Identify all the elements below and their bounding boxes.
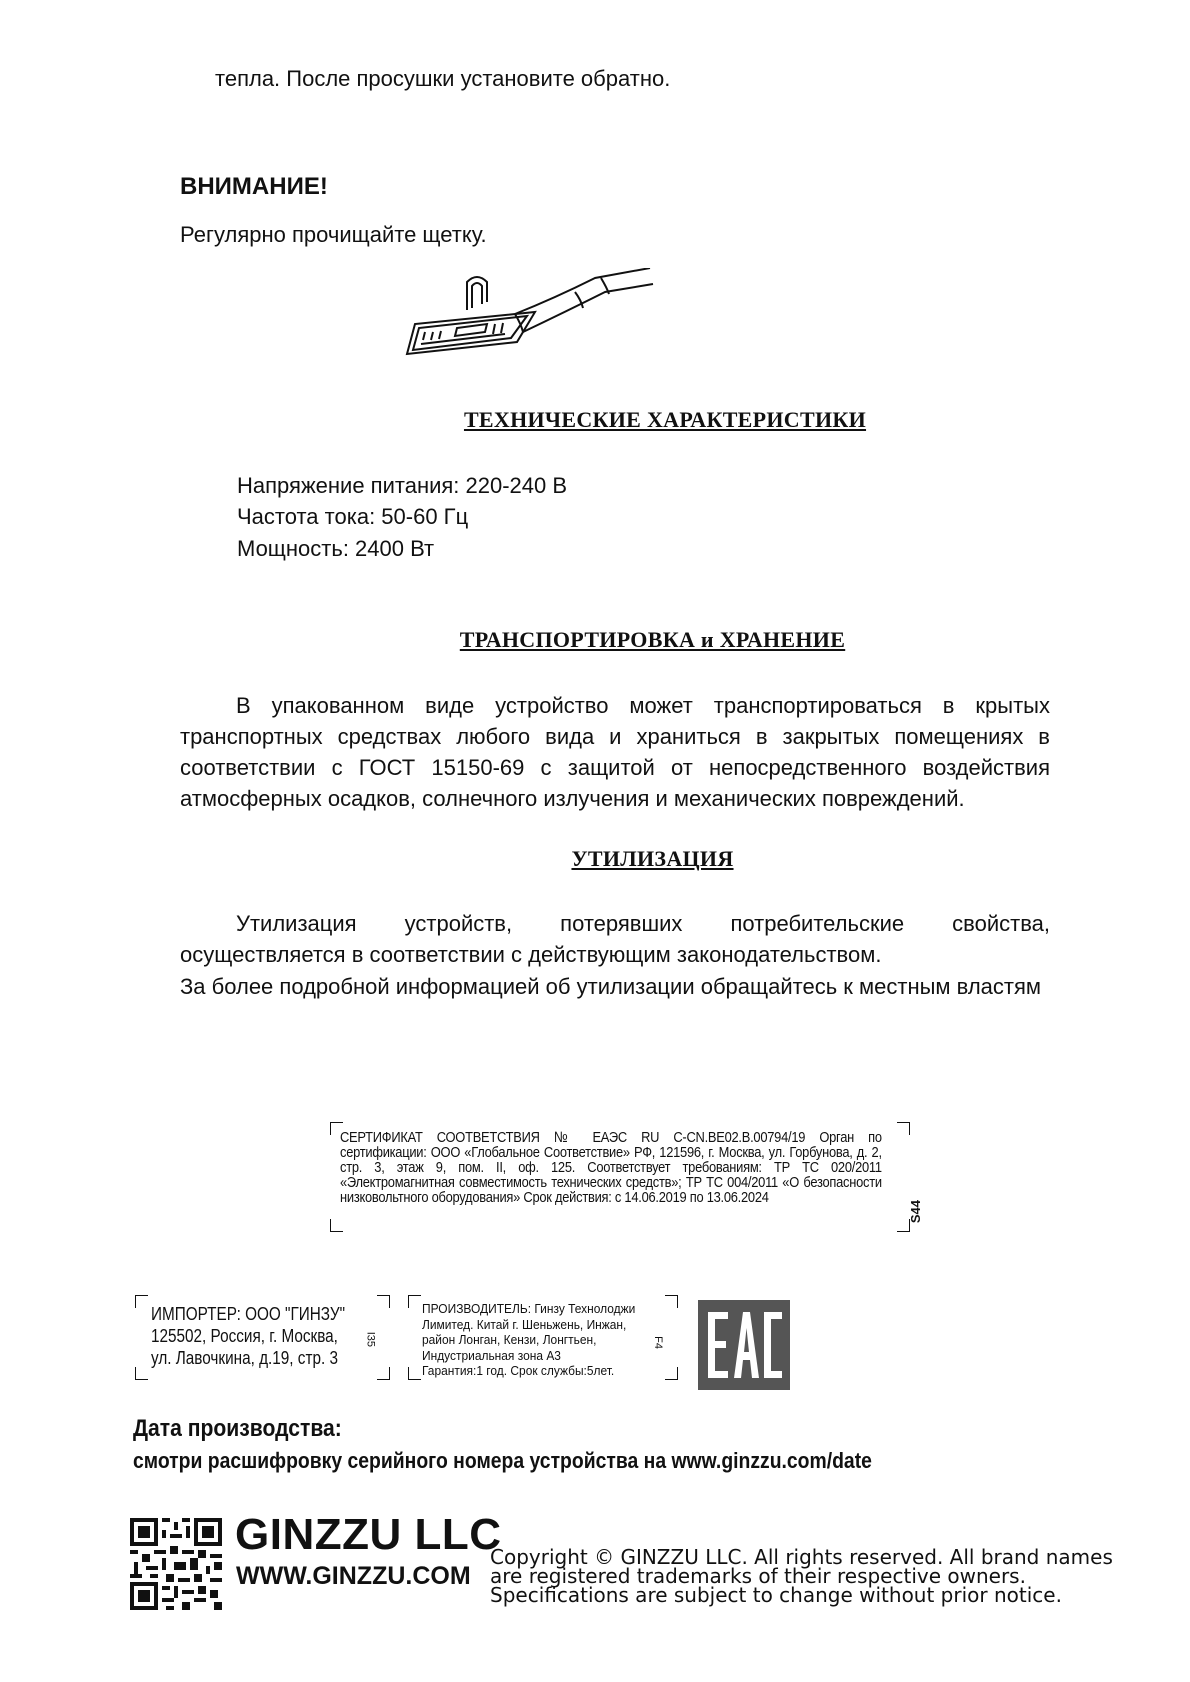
intro-line: тепла. После просушки установите обратно. <box>215 66 671 91</box>
footer-website: WWW.GINZZU.COM <box>236 1562 471 1590</box>
manufacturer-line-2: Лимитед. Китай г. Шеньжень, Инжан, <box>422 1316 627 1332</box>
spec-voltage: Напряжение питания: 220-240 В <box>237 473 568 498</box>
importer-line-1: ИМПОРТЕР: ООО "ГИНЗУ" <box>151 1304 346 1324</box>
spec-frequency: Частота тока: 50-60 Гц <box>237 504 469 529</box>
manufacturer-code: F4 <box>652 1336 664 1349</box>
copyright-line-1: Copyright © GINZZU LLC. All rights reserved. All brand names <box>490 1545 1113 1569</box>
manufacturer-line-5: Гарантия:1 год. Срок службы:5лет. <box>422 1363 615 1378</box>
copyright-line-2: are registered trademarks of their respective owners. <box>490 1564 1026 1588</box>
qr-code-icon <box>130 1518 222 1610</box>
specs-heading: ТЕХНИЧЕСКИЕ ХАРАКТЕРИСТИКИ <box>463 407 867 432</box>
production-date-title: Дата производства: <box>133 1415 342 1442</box>
brush-cleaning-illustration <box>405 268 655 368</box>
copyright-line-3: Specifications are subject to change without prior notice. <box>490 1583 1062 1607</box>
transport-heading: ТРАНСПОРТИРОВКА и ХРАНЕНИЕ <box>459 627 846 652</box>
manufacturer-line-4: Индустриальная зона A3 <box>422 1347 561 1363</box>
footer-copyright <box>490 1545 1113 1607</box>
importer-line-2: 125502, Россия, г. Москва, <box>151 1326 338 1346</box>
warning-text: Регулярно прочищайте щетку. <box>180 222 487 247</box>
manufacturer-box <box>408 1295 678 1380</box>
certificate-text: СЕРТИФИКАТ СООТВЕТСТВИЯ № ЕАЭС RU C-CN.BE02.B.00794/19 Орган по сертификации: ООО «Глобальное Соответствие» РФ, 121596, г. Москва, ул. Горбунова, д. 2, стр. 3, этаж 9, пом. II, оф. 125. Соответствует требованиям: ТР ТС 020/2011 «Электромагнитная совместимость технических средств»; ТР ТС 004/2011 «О безопасности низковольтного оборудования» Срок действия: с 14.06.2019 по 13.06.2024 <box>340 1129 882 1206</box>
importer-code: I35 <box>364 1331 376 1347</box>
spec-power: Мощность: 2400 Вт <box>237 536 435 561</box>
disposal-heading: УТИЛИЗАЦИЯ <box>571 846 734 871</box>
transport-text: В упакованном виде устройство может транспортироваться в крытых транспортных средствах любого вида и храниться в закрытых помещениях в соответствии с ГОСТ 15150-69 с защитой от непосредственного воздействия атмосферных осадков, солнечного излучения и механических повреждений. <box>180 693 1050 811</box>
manufacturer-line-1: ПРОИЗВОДИТЕЛЬ: Гинзу Технолоджи <box>422 1301 636 1316</box>
disposal-text-2: За более подробной информацией об утилизации обращайтесь к местным властям <box>180 974 1042 999</box>
certificate-code: S44 <box>908 1200 923 1224</box>
certificate-box <box>330 1122 923 1232</box>
production-date-text: смотри расшифровку серийного номера устройства на www.ginzzu.com/date <box>133 1448 872 1473</box>
importer-line-3: ул. Лавочкина, д.19, стр. 3 <box>151 1348 338 1368</box>
warning-title: ВНИМАНИЕ! <box>180 173 328 200</box>
disposal-text-1: Утилизация устройств, потерявших потребительские свойства, осуществляется в соответствии с действующим законодательством. <box>180 911 1050 967</box>
eac-mark-icon <box>698 1300 790 1390</box>
footer-brand: GINZZU LLC <box>235 1510 502 1559</box>
manufacturer-line-3: район Лонган, Кензи, Лонгтьен, <box>422 1332 597 1347</box>
importer-box <box>135 1295 390 1380</box>
